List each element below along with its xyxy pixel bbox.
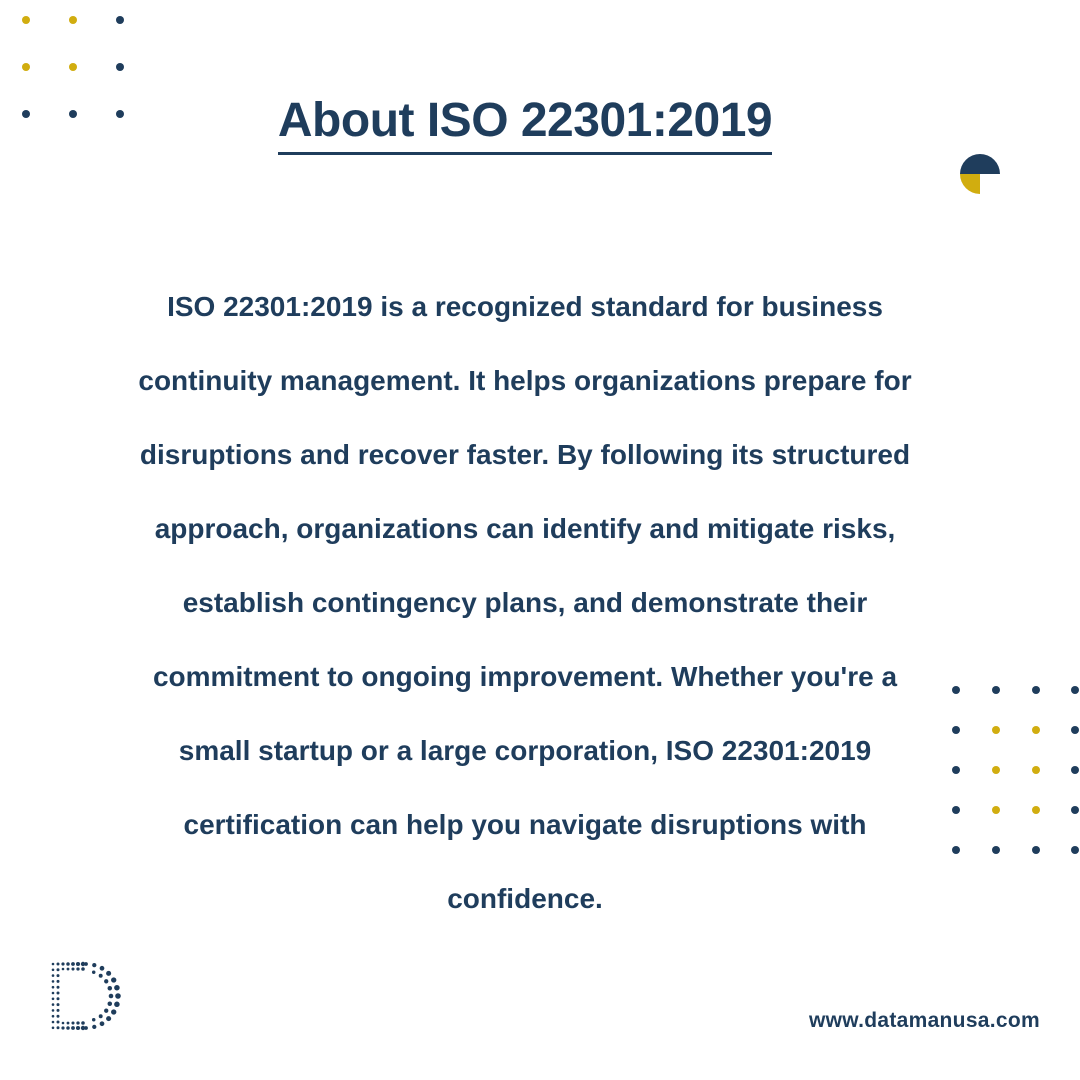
quarter-circle-icon — [958, 152, 1002, 196]
dot — [952, 686, 960, 694]
dot — [116, 63, 124, 71]
dot — [1071, 686, 1079, 694]
dot — [1071, 846, 1079, 854]
body-paragraph: ISO 22301:2019 is a recognized standard for business continuity management. It helps organizations prepare for disruptions and recover faster. By following its structured approach, organizations can identify and mitigate risks, establish contingency plans, and demonstrate their commitment to ongoing improvement. Whether you're a small startup or a large corporation, ISO 22301:2019 certification can help you navigate disruptions with confidence. — [138, 291, 912, 914]
dot — [22, 63, 30, 71]
dotted-d-logo-icon — [48, 958, 124, 1034]
dot — [116, 16, 124, 24]
page-title: About ISO 22301:2019 — [278, 92, 772, 155]
title-wrapper — [0, 92, 1050, 155]
dot — [952, 806, 960, 814]
dot — [992, 726, 1000, 734]
dot — [1032, 686, 1040, 694]
dot — [992, 846, 1000, 854]
dot — [992, 766, 1000, 774]
dot — [1071, 766, 1079, 774]
website-url[interactable]: www.datamanusa.com — [808, 1009, 1040, 1032]
dot — [69, 16, 77, 24]
dot — [992, 806, 1000, 814]
dot — [952, 846, 960, 854]
dot — [1032, 766, 1040, 774]
dot — [1032, 726, 1040, 734]
dot — [1032, 846, 1040, 854]
dot — [69, 63, 77, 71]
dot — [1032, 806, 1040, 814]
dot — [992, 686, 1000, 694]
dot — [22, 16, 30, 24]
dot — [1071, 806, 1079, 814]
dot — [952, 766, 960, 774]
dot — [952, 726, 960, 734]
dot — [1071, 726, 1079, 734]
